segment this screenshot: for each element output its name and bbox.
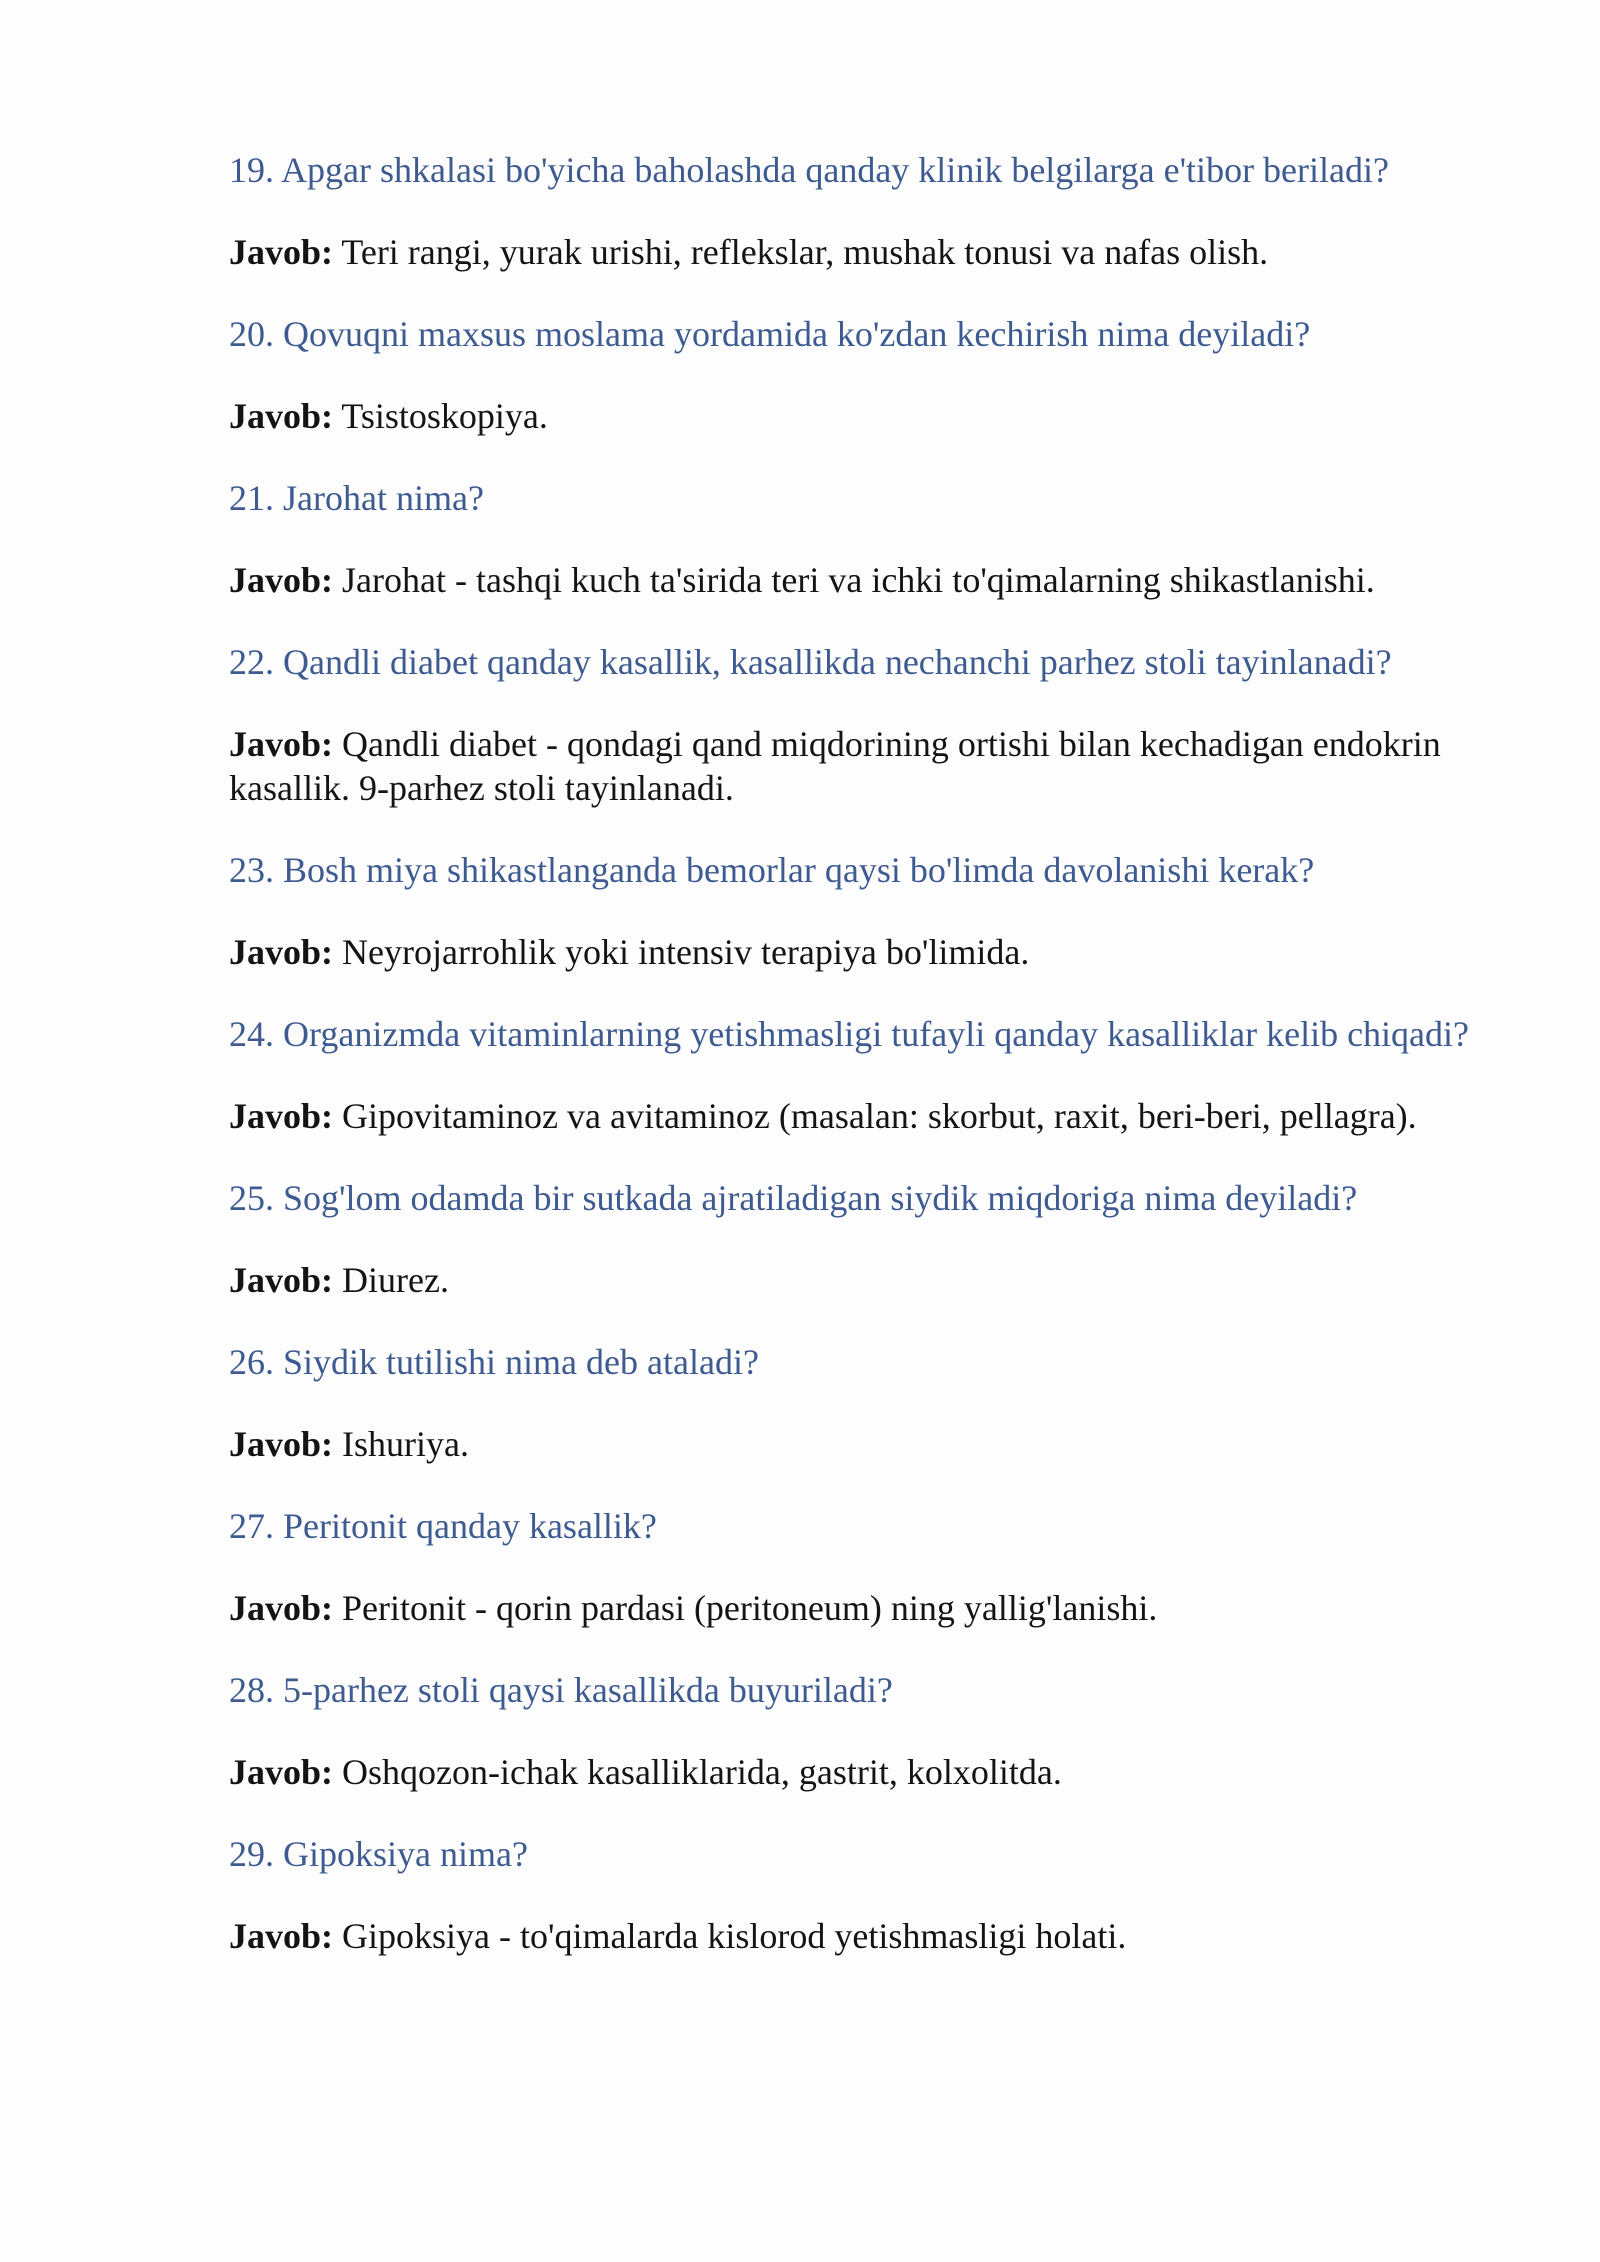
answer-text: [229, 230, 1485, 274]
question-text: 23. Bosh miya shikastlanganda bemorlar qaysi bo'limda davolanishi kerak?: [229, 850, 1315, 890]
answer-body: Diurez.: [333, 1260, 449, 1300]
answer-label: Javob:: [229, 232, 334, 272]
question-text: 27. Peritonit qanday kasallik?: [229, 1506, 657, 1546]
answer-label: Javob:: [229, 724, 334, 764]
answer-label: Javob:: [229, 1424, 334, 1464]
qa-item-26: [229, 1340, 1485, 1466]
answer-body: Tsistoskopiya.: [333, 396, 548, 436]
answer-text: [229, 1258, 1485, 1302]
qa-item-28: [229, 1668, 1485, 1794]
qa-item-24: [229, 1012, 1485, 1138]
answer-body: Ishuriya.: [333, 1424, 469, 1464]
qa-item-29: [229, 1832, 1485, 1958]
qa-item-25: [229, 1176, 1485, 1302]
question-text: 24. Organizmda vitaminlarning yetishmasligi tufayli qanday kasalliklar kelib chiqadi?: [229, 1014, 1470, 1054]
answer-body: Gipovitaminoz va avitaminoz (masalan: skorbut, raxit, beri-beri, pellagra).: [333, 1096, 1417, 1136]
question-text: 26. Siydik tutilishi nima deb ataladi?: [229, 1342, 759, 1382]
qa-item-21: [229, 476, 1485, 602]
answer-label: Javob:: [229, 1260, 334, 1300]
answer-text: [229, 1586, 1485, 1630]
answer-label: Javob:: [229, 1916, 334, 1956]
question-text: 25. Sog'lom odamda bir sutkada ajratiladigan siydik miqdoriga nima deyiladi?: [229, 1178, 1358, 1218]
qa-item-20: [229, 312, 1485, 438]
question-text: 22. Qandli diabet qanday kasallik, kasallikda nechanchi parhez stoli tayinlanadi?: [229, 642, 1392, 682]
question-text: 21. Jarohat nima?: [229, 478, 484, 518]
qa-item-22: [229, 640, 1485, 810]
answer-label: Javob:: [229, 560, 334, 600]
answer-body: Teri rangi, yurak urishi, reflekslar, mushak tonusi va nafas olish.: [333, 232, 1269, 272]
answer-label: Javob:: [229, 1752, 334, 1792]
answer-label: Javob:: [229, 1588, 334, 1628]
answer-body: Oshqozon-ichak kasalliklarida, gastrit, kolxolitda.: [333, 1752, 1062, 1792]
answer-body: Neyrojarrohlik yoki intensiv terapiya bo'limida.: [333, 932, 1030, 972]
answer-text: [229, 1750, 1485, 1794]
question-text: 19. Apgar shkalasi bo'yicha baholashda qanday klinik belgilarga e'tibor beriladi?: [229, 150, 1389, 190]
question-text: 29. Gipoksiya nima?: [229, 1834, 528, 1874]
answer-label: Javob:: [229, 1096, 334, 1136]
question-text: 20. Qovuqni maxsus moslama yordamida ko'zdan kechirish nima deyiladi?: [229, 314, 1311, 354]
answer-body: Jarohat - tashqi kuch ta'sirida teri va ichki to'qimalarning shikastlanishi.: [333, 560, 1375, 600]
answer-text: [229, 558, 1485, 602]
qa-item-27: [229, 1504, 1485, 1630]
answer-text: [229, 1422, 1485, 1466]
answer-label: Javob:: [229, 396, 334, 436]
question-text: 28. 5-parhez stoli qaysi kasallikda buyuriladi?: [229, 1670, 893, 1710]
answer-text: [229, 1914, 1485, 1958]
answer-body: Qandli diabet - qondagi qand miqdorining ortishi bilan kechadigan endokrin kasallik. 9-parhez stoli tayinlanadi.: [229, 724, 1441, 808]
answer-text: [229, 1094, 1485, 1138]
answer-text: [229, 930, 1485, 974]
answer-body: Peritonit - qorin pardasi (peritoneum) ning yallig'lanishi.: [333, 1588, 1158, 1628]
answer-body: Gipoksiya - to'qimalarda kislorod yetishmasligi holati.: [333, 1916, 1127, 1956]
answer-text: [229, 722, 1485, 810]
answer-text: [229, 394, 1485, 438]
qa-item-19: [229, 148, 1485, 274]
answer-label: Javob:: [229, 932, 334, 972]
document-page: [229, 148, 1485, 1996]
qa-item-23: [229, 848, 1485, 974]
